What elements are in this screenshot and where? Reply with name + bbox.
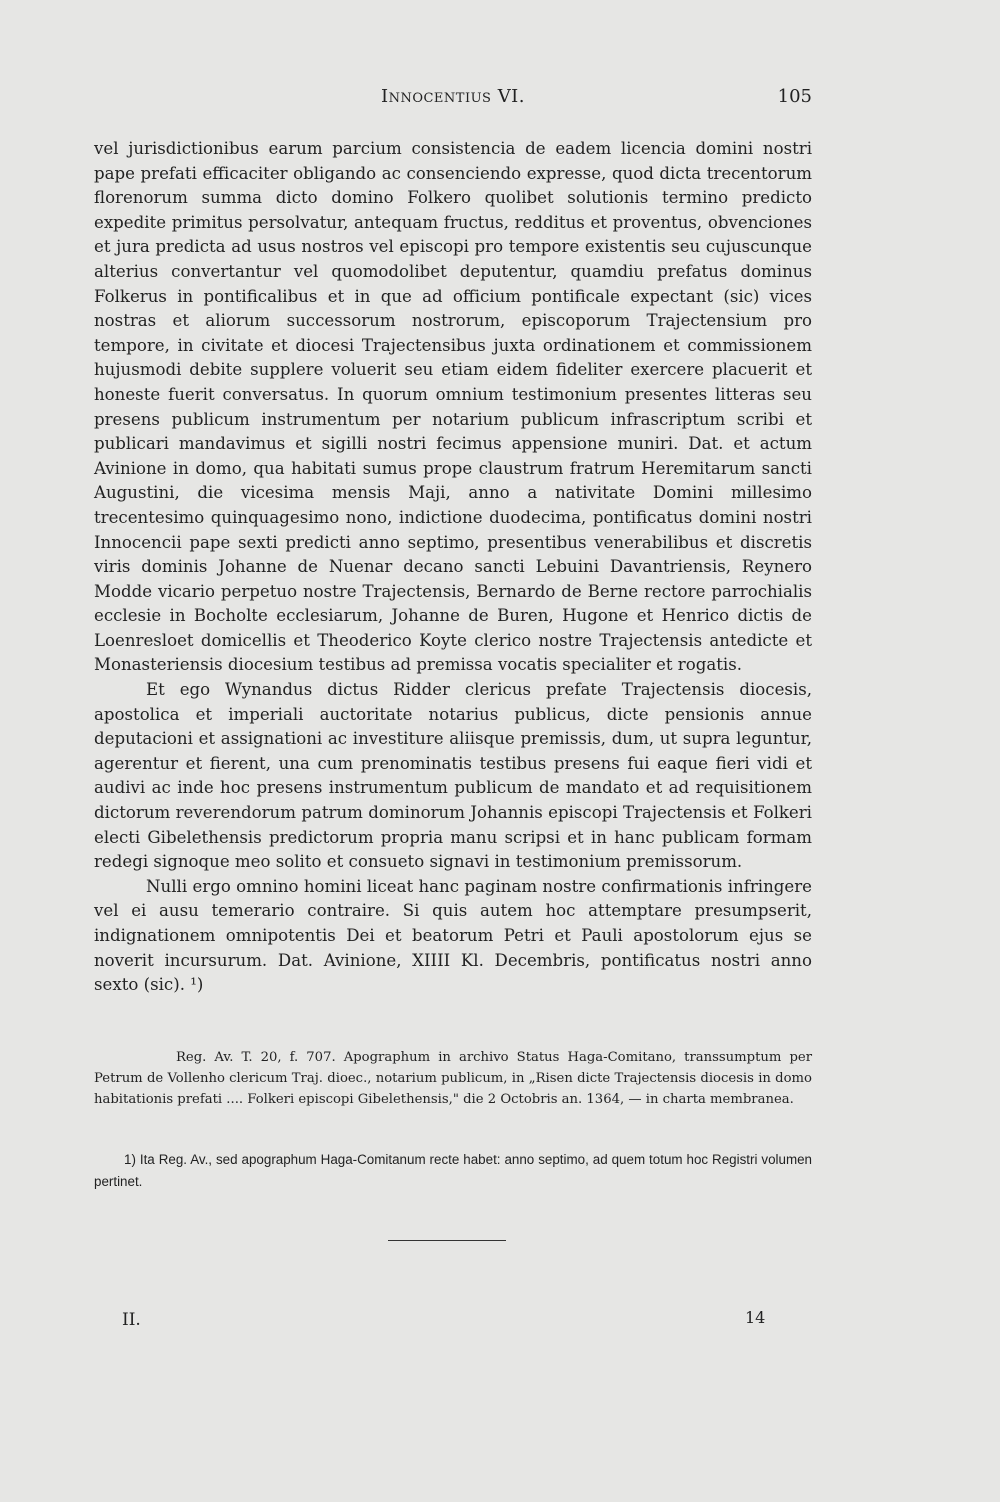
volume-mark: II. (122, 1310, 141, 1330)
main-text (94, 137, 812, 998)
signature-mark: 14 (745, 1308, 766, 1327)
paragraph-sanction-clause: Nulli ergo omnino homini liceat hanc paginam nostre confirmationis infringere vel ei ausu temerario contraire. Si quis autem hoc attemptare presumpserit, indignationem omnipotentis Dei et beatorum Petri et Pauli apostolorum ejus se noverit incursurum. Dat. Avinione, XIIII Kl. Decembris, pontificatus nostri anno sexto (sic). ¹) (94, 876, 812, 995)
page-number: 105 (777, 86, 812, 107)
paragraph-charter-text: vel jurisdictionibus earum parcium consistencia de eadem licencia domini nostri pape prefati efficaciter obligando ac consenciendo expresse, quod dicta trecentorum florenorum summa dicto domino Folkero quolibet solutionis termino predicto expedite primitus persolvatur, antequam fructus, redditus et proventus, obvenciones et jura predicta ad usus nostros vel episcopi pro tempore existentis seu cujuscunque alterius convertantur vel quomodolibet deputentur, quamdiu prefatus dominus Folkerus in pontificalibus et in que ad officium pontificale expectant (sic) vices nostras et aliorum successorum nostrorum, episcoporum Trajectensium pro tempore, in civitate et diocesi Trajectensibus juxta ordinationem et commissionem hujusmodi debite supplere voluerit seu etiam eidem fideliter exercere placuerit et honeste fuerit conversatus. In quorum omnium testimonium presentes litteras seu presens publicum instrumentum per notarium publicum infrascriptum scribi et publicari mandavimus et sigilli nostri fecimus appensione muniri. Dat. et actum Avinione in domo, qua habitati sumus prope claustrum fratrum Heremitarum sancti Augustini, die vicesima mensis Maji, anno a nativitate Domini millesimo trecentesimo quinquagesimo nono, indictione duodecima, pontificatus domini nostri Innocencii pape sexti predicti anno septimo, presentibus venerabilibus et discretis viris dominis Johanne de Nuenar decano sancti Lebuini Davantriensis, Reynero Modde vicario perpetuo nostre Trajectensis, Bernardo de Berne rectore parrochialis ecclesie in Bocholte ecclesiarum, Johanne de Buren, Hugone et Henrico dictis de Loenresloet domicellis et Theoderico Koyte clerico nostre Trajectensis antedicte et Monasteriensis diocesium testibus ad premissa vocatis specialiter et rogatis. (94, 139, 812, 675)
paragraph-notary-attestation: Et ego Wynandus dictus Ridder clericus prefate Trajectensis diocesis, apostolica et imperiali auctoritate notarius publicus, dicte pensionis annue deputacioni et assignationi ac investiture aliisque premissis, dum, ut supra leguntur, agerentur et fierent, una cum prenominatis testibus presens fui eaque fieri vidi et audivi ac inde hoc presens instrumentum publicum de mandato et ad requisitionem dictorum reverendorum patrum dominorum Johannis episcopi Trajectensis et Folkeri electi Gibelethensis predictorum propria manu scripsi et in hanc publicam formam redegi signoque meo solito et consueto signavi in testimonium premissorum. (94, 680, 812, 872)
section-divider (388, 1240, 506, 1241)
source-note: Reg. Av. T. 20, f. 707. Apographum in archivo Status Haga-Comitano, transsumptum per Petrum de Vollenho clericum Traj. dioec., notarium publicum, in „Risen dicte Trajectensis diocesis in domo habitationis prefati .... Folkeri episcopi Gibelethensis," die 2 Octobris an. 1364, — in charta membranea. (94, 1050, 812, 1107)
page-header (94, 86, 812, 114)
running-title: Innocentius VI. (380, 86, 526, 107)
footnote: 1) Ita Reg. Av., sed apographum Haga-Comitanum recte habet: anno septimo, ad quem totum hoc Registri volumen pertinet. (94, 1152, 812, 1189)
